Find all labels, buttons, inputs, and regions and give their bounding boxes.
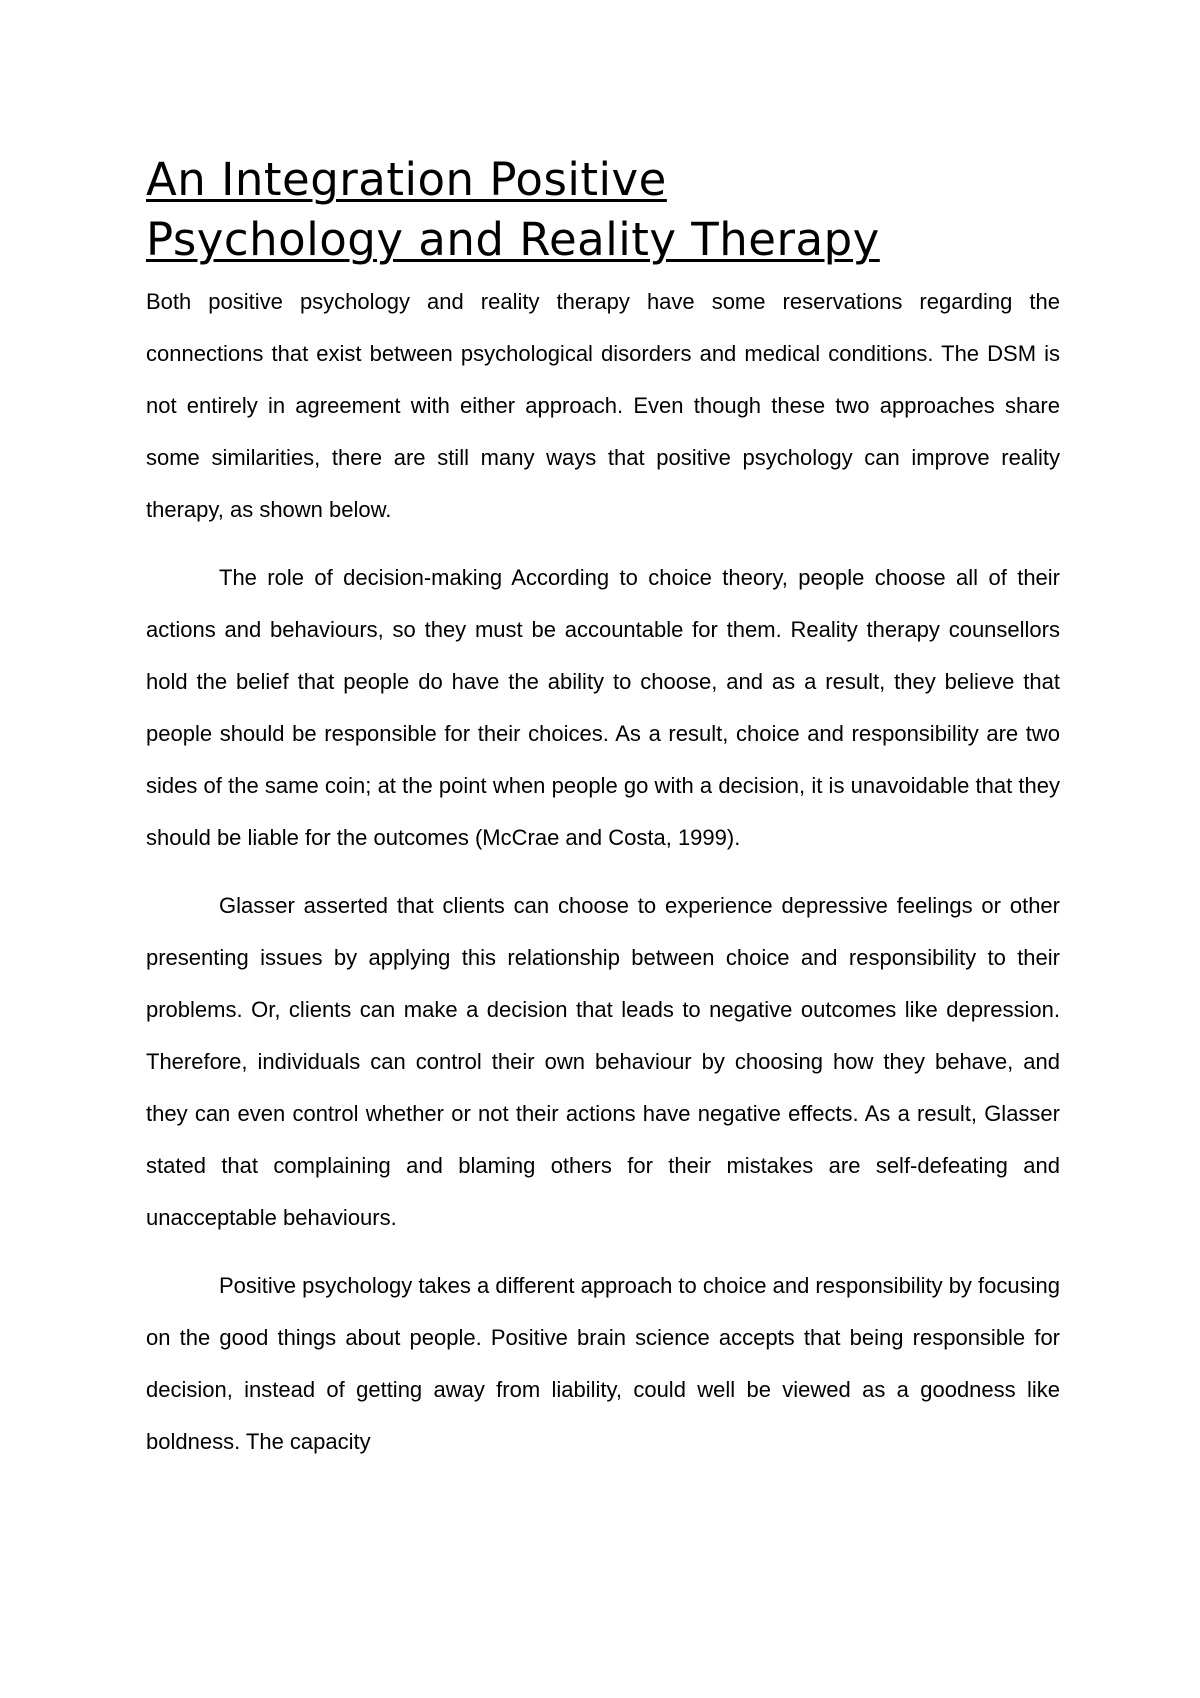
paragraph-decision-making: The role of decision-making According to choice theory, people choose all of their actions and behaviours, so they must be accountable for them. Reality therapy counsellors hold the belief that people do have the ability to choose, and as a result, they believe that people should be responsible for their choices. As a result, choice and responsibility are two sides of the same coin; at the point when people go with a decision, it is unavoidable that they should be liable for the outcomes (McCrae and Costa, 1999). bbox=[146, 565, 1060, 850]
document-title bbox=[146, 150, 1060, 270]
title-line-2: Psychology and Reality Therapy bbox=[146, 213, 880, 266]
paragraph-intro: Both positive psychology and reality therapy have some reservations regarding the connections that exist between psychological disorders and medical conditions. The DSM is not entirely in agreement with either approach. Even though these two approaches share some similarities, there are still many ways that positive psychology can improve reality therapy, as shown below. bbox=[146, 289, 1060, 522]
title-line-1: An Integration Positive bbox=[146, 153, 667, 206]
paragraph-glasser: Glasser asserted that clients can choose to experience depressive feelings or other presenting issues by applying this relationship between choice and responsibility to their problems. Or, clients can make a decision that leads to negative outcomes like depression. Therefore, individuals can control their own behaviour by choosing how they behave, and they can even control whether or not their actions have negative effects. As a result, Glasser stated that complaining and blaming others for their mistakes are self-defeating and unacceptable behaviours. bbox=[146, 893, 1060, 1230]
paragraph-positive-psychology: Positive psychology takes a different approach to choice and responsibility by focusing on the good things about people. Positive brain science accepts that being responsible for decision, instead of getting away from liability, could well be viewed as a goodness like boldness. The capacity bbox=[146, 1273, 1060, 1454]
document-body bbox=[146, 150, 1060, 1484]
